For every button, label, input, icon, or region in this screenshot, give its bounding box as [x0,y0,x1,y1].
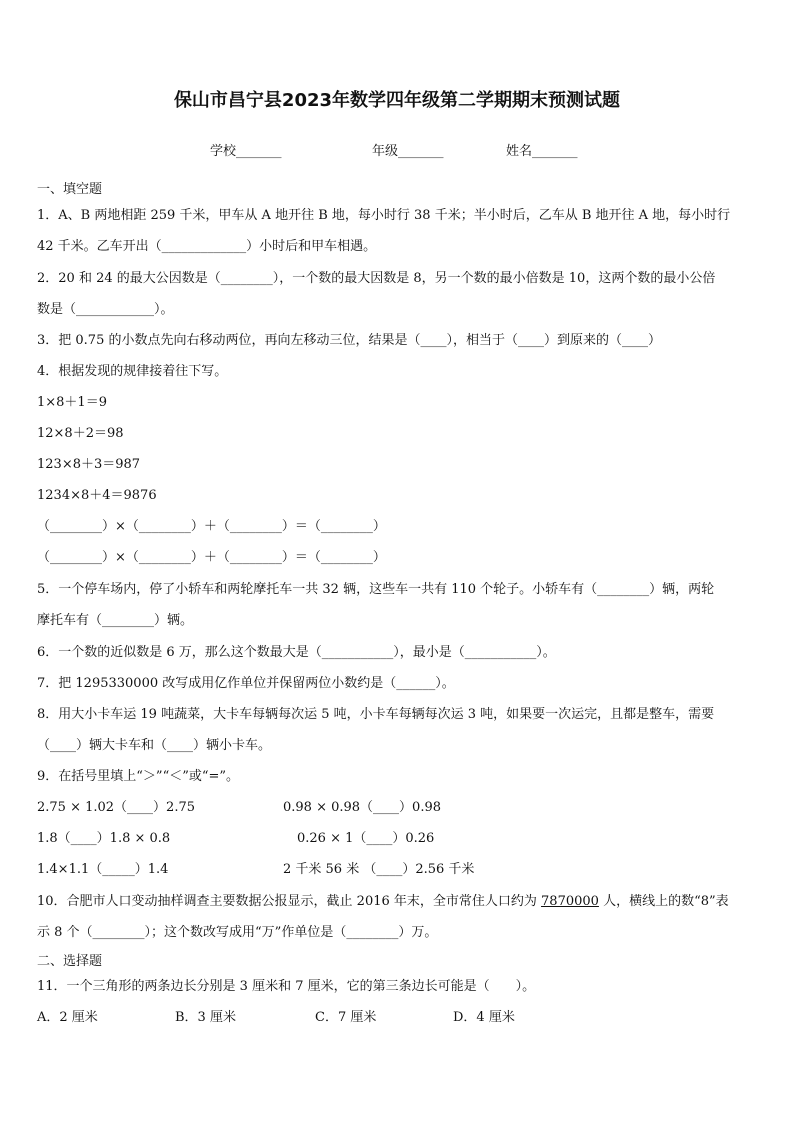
question-1-line-2: 42 千米。乙车开出（_____________）小时后和甲车相遇。 [37,239,377,254]
question-8-line-1: 8．用大小卡车运 19 吨蔬菜，大卡车每辆每次运 5 吨，小卡车每辆每次运 3 吨，如果要一次运完，且都是整车，需要 [37,707,715,722]
q10-text-b: 人，横线上的数“8”表 [598,894,729,909]
school-field: 学校_______ [210,144,282,159]
question-6: 6．一个数的近似数是 6 万，那么这个数最大是（___________），最小是（___________）。 [37,645,556,660]
compare-2: 0.98 × 0.98（____）0.98 [283,800,441,815]
question-9: 9．在括号里填上“＞”“＜”或“=”。 [37,769,240,784]
compare-1: 2.75 × 1.02（____）2.75 [37,800,195,815]
question-11: 11．一个三角形的两条边长分别是 3 厘米和 7 厘米，它的第三条边长可能是（ ）。 [37,979,536,994]
question-4: 4．根据发现的规律接着往下写。 [37,364,228,379]
pattern-blank-line-2: （________）×（________）＋（________）＝（________） [37,550,386,565]
option-a: A．2 厘米 [37,1010,98,1025]
compare-4: 0.26 × 1（____）0.26 [297,831,435,846]
grade-field: 年级_______ [372,144,444,159]
question-2-line-1: 2．20 和 24 的最大公因数是（________），一个数的最大因数是 8，另一个数的最小倍数是 10，这两个数的最小公倍 [37,271,716,286]
section-heading-choice: 二、选择题 [37,954,103,969]
q10-underlined-number: 7870000 [541,894,599,909]
question-5-line-1: 5．一个停车场内，停了小轿车和两轮摩托车一共 32 辆，这些车一共有 110 个轮子。小轿车有（________）辆，两轮 [37,582,715,597]
section-heading-fill: 一、填空题 [37,182,103,197]
compare-5: 1.4×1.1（_____）1.4 [37,862,169,877]
question-7: 7．把 1295330000 改写成用亿作单位并保留两位小数约是（______）。 [37,676,455,691]
pattern-line-2: 12×8＋2＝98 [37,426,124,441]
question-8-line-2: （____）辆大卡车和（____）辆小卡车。 [37,738,272,753]
question-10-line-1 [37,893,729,911]
pattern-line-4: 1234×8＋4＝9876 [37,488,157,503]
name-field: 姓名_______ [506,144,578,159]
option-b: B．3 厘米 [175,1010,236,1025]
question-1-line-1: 1．A、B 两地相距 259 千米，甲车从 A 地开往 B 地，每小时行 38 千米；半小时后，乙车从 B 地开往 A 地，每小时行 [37,208,731,223]
page-title: 保山市昌宁县2023年数学四年级第二学期期末预测试题 [173,90,621,111]
question-10-line-2: 示 8 个（________）；这个数改写成用“万”作单位是（________）万。 [37,925,438,940]
compare-6: 2 千米 56 米 （____）2.56 千米 [283,862,475,877]
pattern-line-1: 1×8＋1＝9 [37,395,107,410]
question-2-line-2: 数是（____________）。 [37,302,174,317]
compare-3: 1.8（____）1.8 × 0.8 [37,831,171,846]
pattern-blank-line-1: （________）×（________）＋（________）＝（________） [37,519,386,534]
q10-text-a: 10．合肥市人口变动抽样调查主要数据公报显示，截止 2016 年末，全市常住人口约为 [37,894,542,909]
question-3: 3．把 0.75 的小数点先向右移动两位，再向左移动三位，结果是（____），相当于（____）到原来的（____） [37,333,661,348]
question-5-line-2: 摩托车有（________）辆。 [37,613,194,628]
pattern-line-3: 123×8＋3＝987 [37,457,141,472]
option-d: D．4 厘米 [453,1010,515,1025]
option-c: C．7 厘米 [315,1010,377,1025]
